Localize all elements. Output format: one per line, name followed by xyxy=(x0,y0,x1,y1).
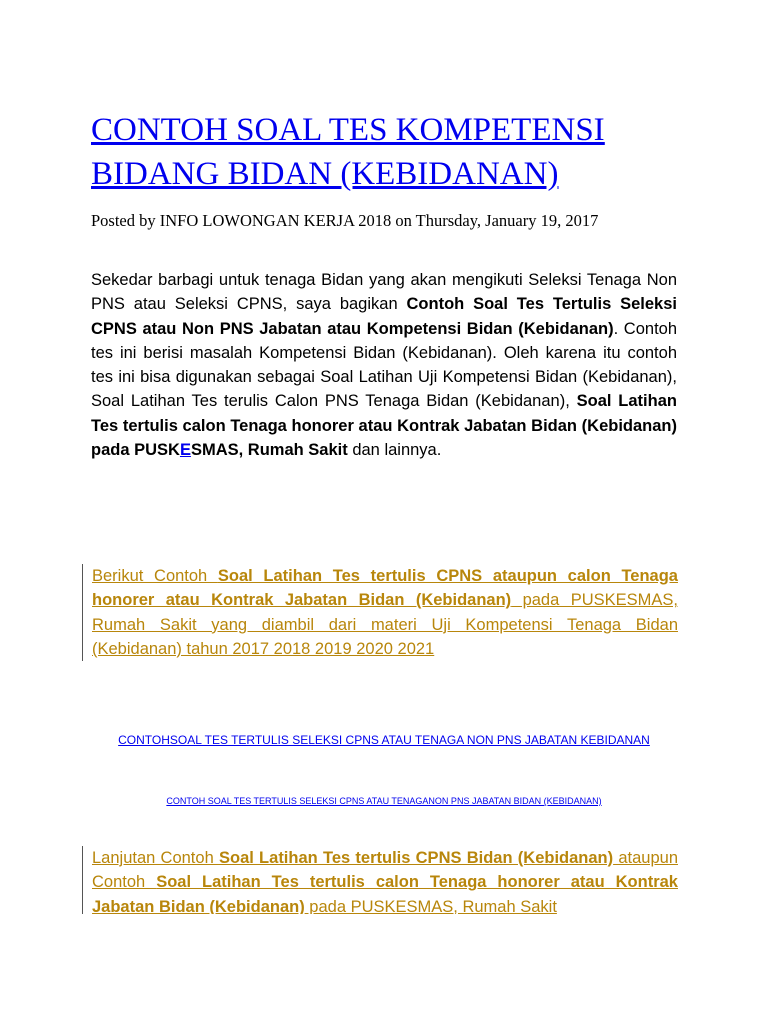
quote2-bold-1: Soal Latihan Tes tertulis CPNS Bidan (Kebidanan) xyxy=(218,849,614,867)
quote1-text-1: Berikut Contoh xyxy=(92,567,218,585)
intro-text-1: Sekedar barbagi untuk tenaga Bidan yang akan mengikuti Seleksi Tenaga Non PNS atau Seleksi CPNS, saya bagikan xyxy=(91,271,677,314)
article-title-link[interactable]: CONTOH SOAL TES KOMPETENSI BIDANG BIDAN (KEBIDANAN) xyxy=(91,112,605,192)
intro-text-3: dan lainnya. xyxy=(347,441,442,460)
puskesmas-e-link[interactable]: E xyxy=(179,441,191,460)
quote1-bold-1: Soal Latihan Tes tertulis CPNS ataupun calon Tenaga honorer atau Kontrak Jabatan Bidan (Kebidanan) xyxy=(92,567,678,610)
center-link-block-1 xyxy=(91,731,677,750)
quote2-text-3: pada PUSKESMAS, Rumah Sakit xyxy=(304,897,557,914)
intro-text-2: . Contoh tes ini berisi masalah Kompetensi Bidan (Kebidanan). Oleh karena itu contoh tes ini bisa digunakan sebagai Soal Latihan Uji Kompetensi Bidan (Kebidanan), Soal Latihan Tes terulis Calon PNS Tenaga Bidan (Kebidanan), xyxy=(91,319,678,411)
intro-paragraph xyxy=(91,268,677,462)
quote1-text-2: pada PUSKESMAS, Rumah Sakit yang diambil dari materi Uji Kompetensi Tenaga Bidan (Kebidanan) tahun 2017 2018 2019 2020 2021 xyxy=(92,591,678,658)
article-title xyxy=(91,108,691,196)
quote2-text-2: ataupun Contoh xyxy=(92,849,678,892)
center-link-block-2 xyxy=(91,794,677,808)
quote-block-1 xyxy=(82,564,678,661)
quote2-bold-2: Soal Latihan Tes tertulis calon Tenaga honorer atau Kontrak Jabatan Bidan (Kebidanan) xyxy=(92,873,678,914)
intro-bold-2b: SMAS, Rumah Sakit xyxy=(190,441,348,460)
post-meta: Posted by INFO LOWONGAN KERJA 2018 on Thursday, January 19, 2017 xyxy=(91,211,599,230)
quote-paragraph-1 xyxy=(83,564,678,661)
intro-bold-1: Contoh Soal Tes Tertulis Seleksi CPNS atau Non PNS Jabatan atau Kompetensi Bidan (Kebidanan) xyxy=(91,295,677,338)
quote1-link[interactable] xyxy=(92,567,678,658)
intro-bold-2a: Soal Latihan Tes tertulis calon Tenaga honorer atau Kontrak Jabatan Bidan (Kebidanan) pada PUSK xyxy=(91,392,677,460)
contoh-soal-kebidanan-link[interactable]: CONTOHSOAL TES TERTULIS SELEKSI CPNS ATAU TENAGA NON PNS JABATAN KEBIDANAN xyxy=(118,733,650,747)
quote2-link[interactable] xyxy=(92,849,678,914)
quote2-text-1: Lanjutan Contoh xyxy=(92,849,219,867)
quote-block-2 xyxy=(82,846,678,914)
contoh-soal-bidan-link[interactable]: CONTOH SOAL TES TERTULIS SELEKSI CPNS ATAU TENAGANON PNS JABATAN BIDAN (KEBIDANAN) xyxy=(166,796,602,806)
quote-paragraph-2 xyxy=(83,846,678,914)
